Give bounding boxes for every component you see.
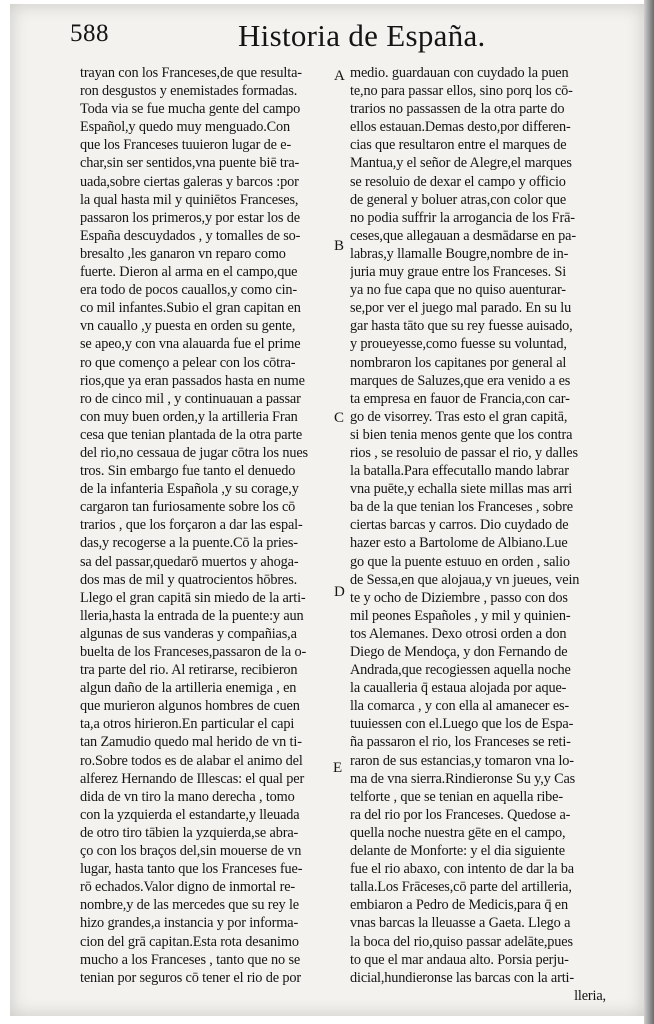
text-line: de otro tiro tābien la yzquierda,se abra- [80, 824, 299, 841]
text-line: ro de cinco mil , y continuauan a passar [80, 390, 301, 407]
text-line: co mil infantes.Subio el gran capitan en [80, 300, 301, 317]
running-title: Historia de España. [238, 18, 486, 53]
text-line: España descuydados , y tomalles de so- [80, 227, 301, 244]
text-line: se,por ver el juego mal parado. En su lu [350, 300, 572, 317]
text-line: marques de Saluzes,que era venido a es [350, 372, 571, 389]
text-line: tros. Sin embargo fue tanto el denuedo [80, 463, 296, 480]
text-line: trarios no passassen de la otra parte do [350, 101, 565, 118]
text-line: ro.Sobre todos es de alabar el animo del [80, 752, 303, 769]
text-line: Andrada,que recogiessen aquella noche [350, 662, 571, 679]
text-line: ta empresa en fauor de Francia,con car- [350, 390, 570, 407]
text-line: tuuiessen con el.Luego que los de Espa- [350, 716, 574, 733]
text-line: Diego de Mendoça, y don Fernando de [350, 644, 568, 660]
text-line: cias que resultaron entre el marques de [350, 137, 567, 154]
text-line: trayan con los Franceses,de que resulta- [80, 65, 302, 81]
text-line: Mantua,y el señor de Alegre,el marques [350, 155, 572, 172]
text-line: char,sin ser sentidos,vna puente biē tra- [80, 155, 300, 172]
text-line: go que la puente estuuo en orden , salio [350, 553, 570, 570]
text-line: ta,a otros hirieron.En particular el capi [80, 716, 295, 733]
text-line: raron de sus estancias,y tomaron vna lo- [350, 752, 574, 769]
text-line: embiaron a Pedro de Medicis,para q̄ en [350, 897, 568, 914]
text-line: alferez Hernando de Illescas: el qual per [80, 770, 305, 787]
text-line: vna puēte,y echalla siete millas mas arri [350, 481, 573, 498]
text-line: rios,que ya eran passados hasta en nume [80, 372, 305, 389]
text-line: nombraron los capitanes por general al [350, 354, 567, 371]
text-line: con la yzquierda el estandarte,y lleuada [80, 806, 300, 823]
text-line: delante de Monforte: y el dia siguiente [350, 843, 565, 860]
text-line: la qual hasta mil y quiniētos Franceses, [80, 191, 299, 208]
text-line: mil peones Españoles , y mil y quinien- [350, 607, 571, 624]
text-line: la caualleria q̄ estaua alojada por aque- [350, 680, 567, 697]
margin-marker-a: A [334, 68, 345, 84]
text-line: que los Franceses tuuieron lugar de e- [80, 137, 292, 154]
text-line: quella noche nuestra gēte en el campo, [350, 824, 566, 841]
text-line: buelta de los Franceses,passaron de la o- [80, 644, 307, 660]
text-line: ron desgustos y enemistades formadas. [80, 83, 298, 100]
text-line: Llego el gran capitā sin miedo de la arti- [80, 589, 306, 606]
text-line: ciertas barcas y carros. Dio cuydado de [350, 517, 569, 534]
text-line: que murieron algunos hombres de cuen [80, 698, 300, 715]
text-line: no podia suffrir la arrogancia de los Frā- [350, 209, 575, 226]
text-line: ba de la que tenian los Franceses , sobre [350, 499, 573, 516]
page-header [70, 18, 610, 62]
text-line: das,y recogerse a la puente.Cō la pries- [80, 535, 298, 552]
text-line: tenian por seguros cō tener el rio de por [80, 969, 301, 986]
text-line: ya no fue capa que no quiso auenturar- [350, 282, 566, 299]
text-line: se apeo,y con vna alauarda fue el prime [80, 336, 301, 353]
margin-marker-c: C [334, 410, 345, 426]
text-line: ña passaron el rio, los Franceses se reti- [350, 734, 571, 751]
margin-marker-b: B [334, 238, 345, 254]
right-text-column [350, 64, 606, 1005]
text-line: si bien tenia menos gente que los contra [350, 426, 573, 443]
text-line: medio. guardauan con cuydado la puen [350, 65, 569, 81]
text-line: se resoluio de dexar el campo y officio [350, 173, 566, 190]
text-line: ma de vna sierra.Rindieronse Su y,y Cas [350, 770, 576, 787]
text-line: Español,y quedo muy menguado.Con [80, 119, 291, 136]
text-line: nombre,y de las mercedes que su rey le [80, 897, 299, 914]
text-line: lla comarca , y con ella al amanecer es- [350, 698, 570, 715]
text-line: dicial,hundieronse las barcas con la arti- [350, 969, 574, 986]
text-line: hazer esto a Bartolome de Albiano.Lue [350, 535, 568, 552]
text-line: vn cauallo ,y puesta en orden su gente, [80, 318, 296, 335]
text-line: te,no para passar ellos, sino porq los cō- [350, 83, 573, 100]
text-line: Toda via se fue mucha gente del campo [80, 101, 301, 118]
text-line: era todo de pocos cauallos,y como cin- [80, 282, 298, 299]
text-line: bresalto ,les ganaron vn reparo como [80, 245, 286, 262]
text-line: ellos estauan.Demas desto,por differen- [350, 119, 571, 136]
text-line: dida de vn tiro la mano derecha , tomo [80, 788, 295, 805]
text-line: hizo grandes,a instancia y por informa- [80, 915, 299, 932]
text-line: lleria,hasta la entrada de la puente:y aun [80, 607, 304, 624]
page-edge [644, 0, 654, 1024]
text-line: mucho a los Franceses , tanto que no se [80, 951, 301, 968]
text-line: vnas barcas la lleuasse a Gaeta. Llego a [350, 915, 571, 932]
page-number: 588 [70, 20, 109, 47]
text-line: telforte , que se tenian en aquella ribe- [350, 788, 563, 805]
text-line: fue el rio abaxo, con intento de dar la ba [350, 861, 574, 878]
text-line: rios , se resoluio de passar el rio, y dalles [350, 444, 578, 461]
margin-marker-d: D [334, 584, 345, 600]
text-line: y proueyesse,como fuesse su voluntad, [350, 336, 567, 353]
text-line: de general y boluer atras,con color que [350, 191, 567, 208]
text-line: cion del grā capitan.Esta rota desanimo [80, 933, 299, 950]
text-line: con muy buen orden,y la artilleria Fran [80, 408, 298, 425]
text-line: labras,y llamalle Bougre,nombre de in- [350, 245, 569, 262]
text-line: sa del passar,quedarō muertos y ahoga- [80, 553, 299, 570]
text-line: dos mas de mil y quatrocientos hōbres. [80, 571, 298, 588]
text-line: talla.Los Frāceses,cō parte del artilleria, [350, 879, 572, 896]
text-line: gar hasta tāto que su rey fuesse auisado, [350, 318, 573, 335]
text-line: lleria, [574, 987, 606, 1004]
text-line: algunas de sus vanderas y compañias,a [80, 625, 297, 642]
text-line: ra del rio por los Franceses. Quedose a- [350, 806, 571, 823]
text-line: passaron los primeros,y por estar los de [80, 209, 300, 226]
text-line: del rio,no cessaua de jugar cōtra los nues [80, 444, 308, 461]
text-line: ro que començo a pelear con los cōtra- [80, 354, 296, 371]
text-line: go de visorrey. Tras esto el gran capitā, [350, 408, 568, 425]
text-line: juria muy graue entre los Franceses. Si [350, 264, 567, 281]
text-line: la boca del rio,quiso passar adelāte,pues [350, 933, 573, 950]
text-line: de Sessa,en que alojaua,y vn jueues, vein [350, 571, 580, 588]
text-line: de la infanteria Española ,y su corage,y [80, 481, 299, 498]
text-line: algun daño de la artilleria enemiga , en [80, 680, 297, 697]
text-line: cargaron tan furiosamente sobre los cō [80, 499, 296, 516]
text-line: la batalla.Para effecutallo mando labrar [350, 463, 569, 480]
text-line: uada,sobre ciertas galeras y barcos :por [80, 173, 299, 190]
text-line: trarios , que los forçaron a dar las espal- [80, 517, 303, 534]
text-line: rō echados.Valor digno de inmortal re- [80, 879, 296, 896]
text-line: tra parte del rio. Al retirarse, recibieron [80, 662, 298, 679]
text-line: ço con los braços del,sin mouerse de vn [80, 843, 302, 860]
text-line: tan Zamudio quedo mal herido de vn ti- [80, 734, 302, 751]
text-line: fuerte. Dieron al arma en el campo,que [80, 264, 298, 281]
text-line: tos Alemanes. Dexo otrosi orden a don [350, 625, 567, 642]
text-line: ceses,que allegauan a desmādarse en pa- [350, 227, 576, 244]
text-line: lugar, hasta tanto que los Franceses fue- [80, 861, 303, 878]
margin-marker-e: E [333, 760, 343, 776]
text-line: to que el mar andaua alto. Porsia perju- [350, 951, 569, 968]
text-line: cesa que tenian plantada de la otra parte [80, 426, 303, 443]
left-text-column [80, 64, 332, 987]
text-line: te y ocho de Diziembre , passo con dos [350, 589, 568, 606]
